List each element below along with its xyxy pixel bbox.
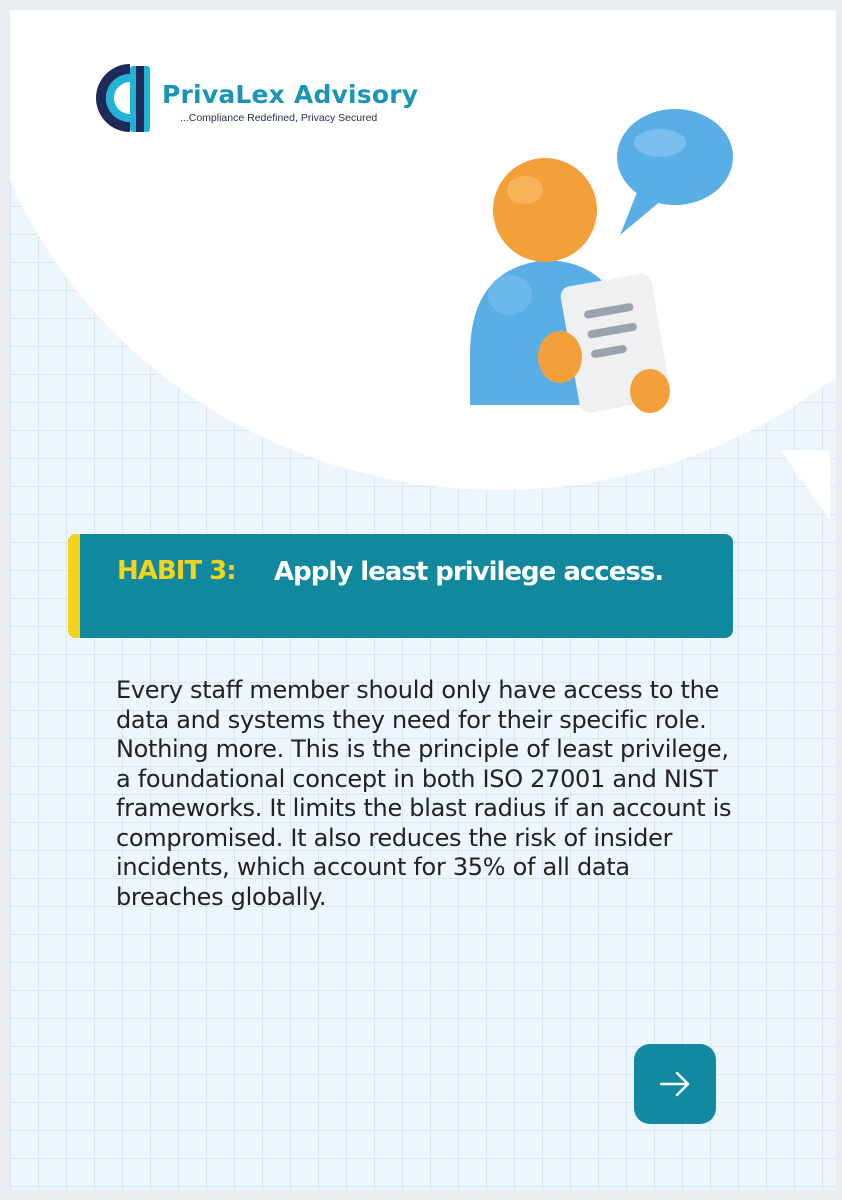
speech-bubble-tail xyxy=(780,450,830,520)
habit-title: Apply least privilege access. xyxy=(274,557,664,587)
privalex-logo-icon xyxy=(92,60,156,136)
arrow-right-icon xyxy=(658,1067,692,1101)
person-with-document-and-speech-bubble-icon xyxy=(450,95,750,435)
habit-banner xyxy=(68,534,733,638)
brand-name: PrivaLex Advisory xyxy=(162,80,419,109)
post-card xyxy=(10,10,836,1190)
brand-tagline: ...Compliance Redefined, Privacy Secured xyxy=(180,112,378,124)
brand-logo xyxy=(92,60,419,140)
banner-accent-stripe xyxy=(68,534,80,638)
habit-number: HABIT 3: xyxy=(117,556,236,586)
next-button[interactable] xyxy=(634,1044,716,1124)
body-paragraph: Every staff member should only have access to the data and systems they need for their specific role. Nothing more. This is the principle of least privilege, a foundational concept in both ISO 27001 and NIST frameworks. It limits the blast radius if an account is compromised. It also reduces the risk of insider incidents, which account for 35% of all data breaches globally. xyxy=(116,676,732,911)
